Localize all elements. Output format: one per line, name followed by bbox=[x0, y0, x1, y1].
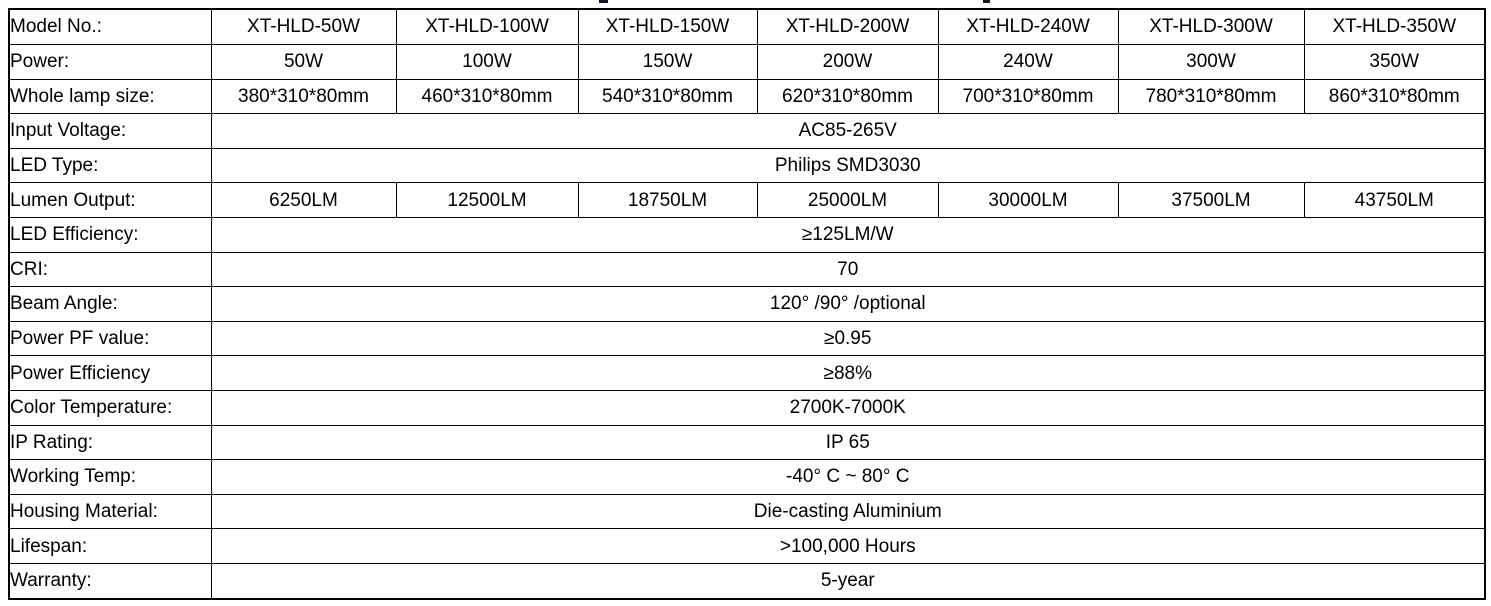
table-row bbox=[9, 44, 1485, 79]
value-cell: 25000LM bbox=[757, 183, 938, 218]
value-cell: XT-HLD-200W bbox=[757, 9, 938, 44]
value-cell: 50W bbox=[211, 44, 396, 79]
row-label-cell: Power: bbox=[9, 44, 211, 79]
value-cell: XT-HLD-300W bbox=[1118, 9, 1304, 44]
spanned-value-cell: 2700K-7000K bbox=[211, 390, 1485, 425]
table-row bbox=[9, 183, 1485, 218]
row-label-cell: Working Temp: bbox=[9, 460, 211, 495]
spanned-value-cell: Philips SMD3030 bbox=[211, 148, 1485, 183]
value-cell: 380*310*80mm bbox=[211, 79, 396, 114]
row-label-cell: LED Efficiency: bbox=[9, 217, 211, 252]
row-label-cell: Lumen Output: bbox=[9, 183, 211, 218]
row-label-cell: Housing Material: bbox=[9, 494, 211, 529]
table-row bbox=[9, 356, 1485, 391]
spanned-value-cell: ≥0.95 bbox=[211, 321, 1485, 356]
table-row bbox=[9, 217, 1485, 252]
row-label-cell: Power PF value: bbox=[9, 321, 211, 356]
spanned-value-cell: ≥88% bbox=[211, 356, 1485, 391]
spec-table bbox=[8, 8, 1486, 600]
value-cell: 620*310*80mm bbox=[757, 79, 938, 114]
spanned-value-cell: IP 65 bbox=[211, 425, 1485, 460]
value-cell: XT-HLD-100W bbox=[396, 9, 578, 44]
value-cell: XT-HLD-150W bbox=[578, 9, 757, 44]
value-cell: 150W bbox=[578, 44, 757, 79]
table-row bbox=[9, 563, 1485, 599]
row-label-cell: Whole lamp size: bbox=[9, 79, 211, 114]
table-row bbox=[9, 148, 1485, 183]
value-cell: 350W bbox=[1304, 44, 1485, 79]
value-cell: 240W bbox=[938, 44, 1118, 79]
value-cell: 37500LM bbox=[1118, 183, 1304, 218]
spanned-value-cell: 120° /90° /optional bbox=[211, 287, 1485, 322]
value-cell: XT-HLD-350W bbox=[1304, 9, 1485, 44]
spanned-value-cell: Die-casting Aluminium bbox=[211, 494, 1485, 529]
table-row bbox=[9, 460, 1485, 495]
row-label-cell: Lifespan: bbox=[9, 529, 211, 564]
value-cell: 860*310*80mm bbox=[1304, 79, 1485, 114]
value-cell: 6250LM bbox=[211, 183, 396, 218]
spanned-value-cell: ≥125LM/W bbox=[211, 217, 1485, 252]
table-row bbox=[9, 390, 1485, 425]
spanned-value-cell: >100,000 Hours bbox=[211, 529, 1485, 564]
row-label-cell: Color Temperature: bbox=[9, 390, 211, 425]
table-row bbox=[9, 425, 1485, 460]
spanned-value-cell: 70 bbox=[211, 252, 1485, 287]
table-row bbox=[9, 494, 1485, 529]
value-cell: 12500LM bbox=[396, 183, 578, 218]
row-label-cell: CRI: bbox=[9, 252, 211, 287]
value-cell: 300W bbox=[1118, 44, 1304, 79]
table-row bbox=[9, 9, 1485, 44]
cropped-text-fragment bbox=[599, 0, 608, 3]
table-row bbox=[9, 529, 1485, 564]
value-cell: XT-HLD-240W bbox=[938, 9, 1118, 44]
value-cell: 43750LM bbox=[1304, 183, 1485, 218]
table-row bbox=[9, 321, 1485, 356]
table-row bbox=[9, 114, 1485, 149]
row-label-cell: Model No.: bbox=[9, 9, 211, 44]
row-label-cell: LED Type: bbox=[9, 148, 211, 183]
value-cell: 18750LM bbox=[578, 183, 757, 218]
value-cell: 30000LM bbox=[938, 183, 1118, 218]
row-label-cell: Power Efficiency bbox=[9, 356, 211, 391]
value-cell: 700*310*80mm bbox=[938, 79, 1118, 114]
spanned-value-cell: AC85-265V bbox=[211, 114, 1485, 149]
spanned-value-cell: 5-year bbox=[211, 563, 1485, 599]
spanned-value-cell: -40° C ~ 80° C bbox=[211, 460, 1485, 495]
value-cell: 100W bbox=[396, 44, 578, 79]
value-cell: 780*310*80mm bbox=[1118, 79, 1304, 114]
table-row bbox=[9, 79, 1485, 114]
value-cell: 460*310*80mm bbox=[396, 79, 578, 114]
value-cell: 200W bbox=[757, 44, 938, 79]
table-row bbox=[9, 252, 1485, 287]
row-label-cell: Input Voltage: bbox=[9, 114, 211, 149]
row-label-cell: Warranty: bbox=[9, 563, 211, 599]
row-label-cell: Beam Angle: bbox=[9, 287, 211, 322]
value-cell: 540*310*80mm bbox=[578, 79, 757, 114]
cropped-text-fragment bbox=[983, 0, 990, 3]
row-label-cell: IP Rating: bbox=[9, 425, 211, 460]
value-cell: XT-HLD-50W bbox=[211, 9, 396, 44]
table-row bbox=[9, 287, 1485, 322]
